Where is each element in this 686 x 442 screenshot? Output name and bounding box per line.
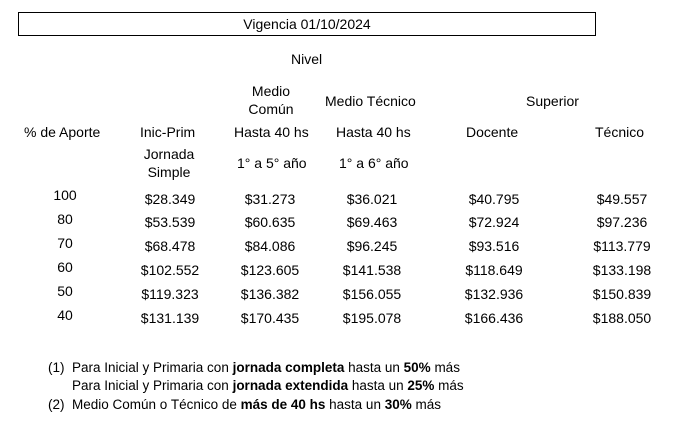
- note-1-text-e: más: [430, 360, 460, 375]
- docente-column-header: Docente: [466, 124, 519, 140]
- tecnico-column-header: Técnico: [595, 124, 645, 140]
- note-1b-text-a: Para Inicial y Primaria con: [72, 378, 233, 393]
- medio-comun-header: [232, 83, 310, 117]
- docente-cell: $93.516: [468, 238, 520, 254]
- note-1-number: (1): [48, 360, 65, 375]
- anios-tecnico-header: 1° a 6° año: [339, 155, 409, 171]
- aporte-cell: 50: [57, 283, 73, 299]
- superior-tecnico-cell: $113.779: [593, 238, 651, 254]
- medio-comun-cell: $170.435: [240, 310, 300, 326]
- medio-comun-cell: $31.273: [244, 191, 296, 207]
- note-2-text-c: hasta un: [325, 397, 385, 412]
- jornada-line2: Simple: [147, 164, 191, 180]
- medio-tecnico-cell: $96.245: [346, 238, 398, 254]
- superior-header: Superior: [526, 93, 579, 109]
- medio-tecnico-hours-header: Hasta 40 hs: [336, 124, 411, 140]
- note-1-text-c: hasta un: [344, 360, 404, 375]
- note-2: [48, 397, 441, 412]
- inic-prim-cell: $102.552: [140, 262, 200, 278]
- aporte-column-header: % de Aporte: [24, 124, 101, 140]
- medio-comun-hours-header: Hasta 40 hs: [234, 124, 309, 140]
- docente-cell: $118.649: [465, 262, 523, 278]
- note-1-jornada-completa: jornada completa: [232, 360, 345, 375]
- nivel-header: Nivel: [291, 51, 323, 67]
- medio-comun-cell: $123.605: [240, 262, 300, 278]
- superior-tecnico-cell: $150.839: [592, 286, 652, 302]
- anios-comun-header: 1° a 5° año: [237, 155, 307, 171]
- medio-tecnico-cell: $36.021: [346, 191, 398, 207]
- note-2-hours: más de 40 hs: [240, 397, 326, 412]
- medio-comun-cell: $60.635: [244, 214, 296, 230]
- note-2-text-a: Medio Común o Técnico de: [72, 397, 241, 412]
- aporte-cell: 40: [57, 307, 73, 323]
- medio-comun-cell: $84.086: [244, 238, 296, 254]
- medio-tecnico-header: Medio Técnico: [325, 93, 416, 109]
- medio-tecnico-cell: $195.078: [342, 310, 402, 326]
- note-1b-text-c: hasta un: [348, 378, 408, 393]
- aporte-cell: 70: [57, 235, 73, 251]
- docente-cell: $166.436: [464, 310, 524, 326]
- docente-cell: $132.936: [464, 286, 524, 302]
- inic-prim-cell: $28.349: [144, 191, 196, 207]
- superior-tecnico-cell: $49.557: [596, 191, 648, 207]
- superior-tecnico-cell: $133.198: [592, 262, 652, 278]
- inic-prim-cell: $119.323: [141, 286, 199, 302]
- docente-cell: $72.924: [468, 214, 520, 230]
- aporte-cell: 80: [57, 211, 73, 227]
- medio-tecnico-cell: $156.055: [342, 286, 402, 302]
- note-2-percent: 30%: [384, 397, 412, 412]
- note-2-number: (2): [48, 397, 65, 412]
- docente-cell: $40.795: [468, 191, 520, 207]
- note-1-continued: [72, 378, 464, 393]
- superior-tecnico-cell: $97.236: [596, 214, 648, 230]
- jornada-line1: Jornada: [143, 146, 195, 162]
- note-1-percent: 50%: [403, 360, 431, 375]
- validity-title: Vigencia 01/10/2024: [243, 16, 371, 32]
- inic-prim-cell: $68.478: [144, 238, 196, 254]
- medio-comun-line2: Común: [248, 101, 294, 117]
- inic-prim-cell: $131.139: [140, 310, 200, 326]
- validity-title-box: [18, 12, 596, 36]
- medio-comun-line1: Medio: [251, 83, 291, 99]
- inic-prim-column-header: Inic-Prim: [140, 124, 196, 140]
- note-1-text-a: Para Inicial y Primaria con: [72, 360, 233, 375]
- note-2-text-e: más: [411, 397, 441, 412]
- note-1b-jornada-extendida: jornada extendida: [232, 378, 349, 393]
- jornada-simple-header: [130, 146, 208, 180]
- medio-tecnico-cell: $69.463: [346, 214, 398, 230]
- note-1b-text-e: más: [434, 378, 464, 393]
- superior-tecnico-cell: $188.050: [592, 310, 652, 326]
- inic-prim-cell: $53.539: [144, 214, 196, 230]
- aporte-cell: 100: [53, 187, 77, 203]
- medio-comun-cell: $136.382: [240, 286, 300, 302]
- note-1: [48, 360, 460, 375]
- medio-tecnico-cell: $141.538: [342, 262, 402, 278]
- note-1b-percent: 25%: [407, 378, 435, 393]
- aporte-cell: 60: [57, 259, 73, 275]
